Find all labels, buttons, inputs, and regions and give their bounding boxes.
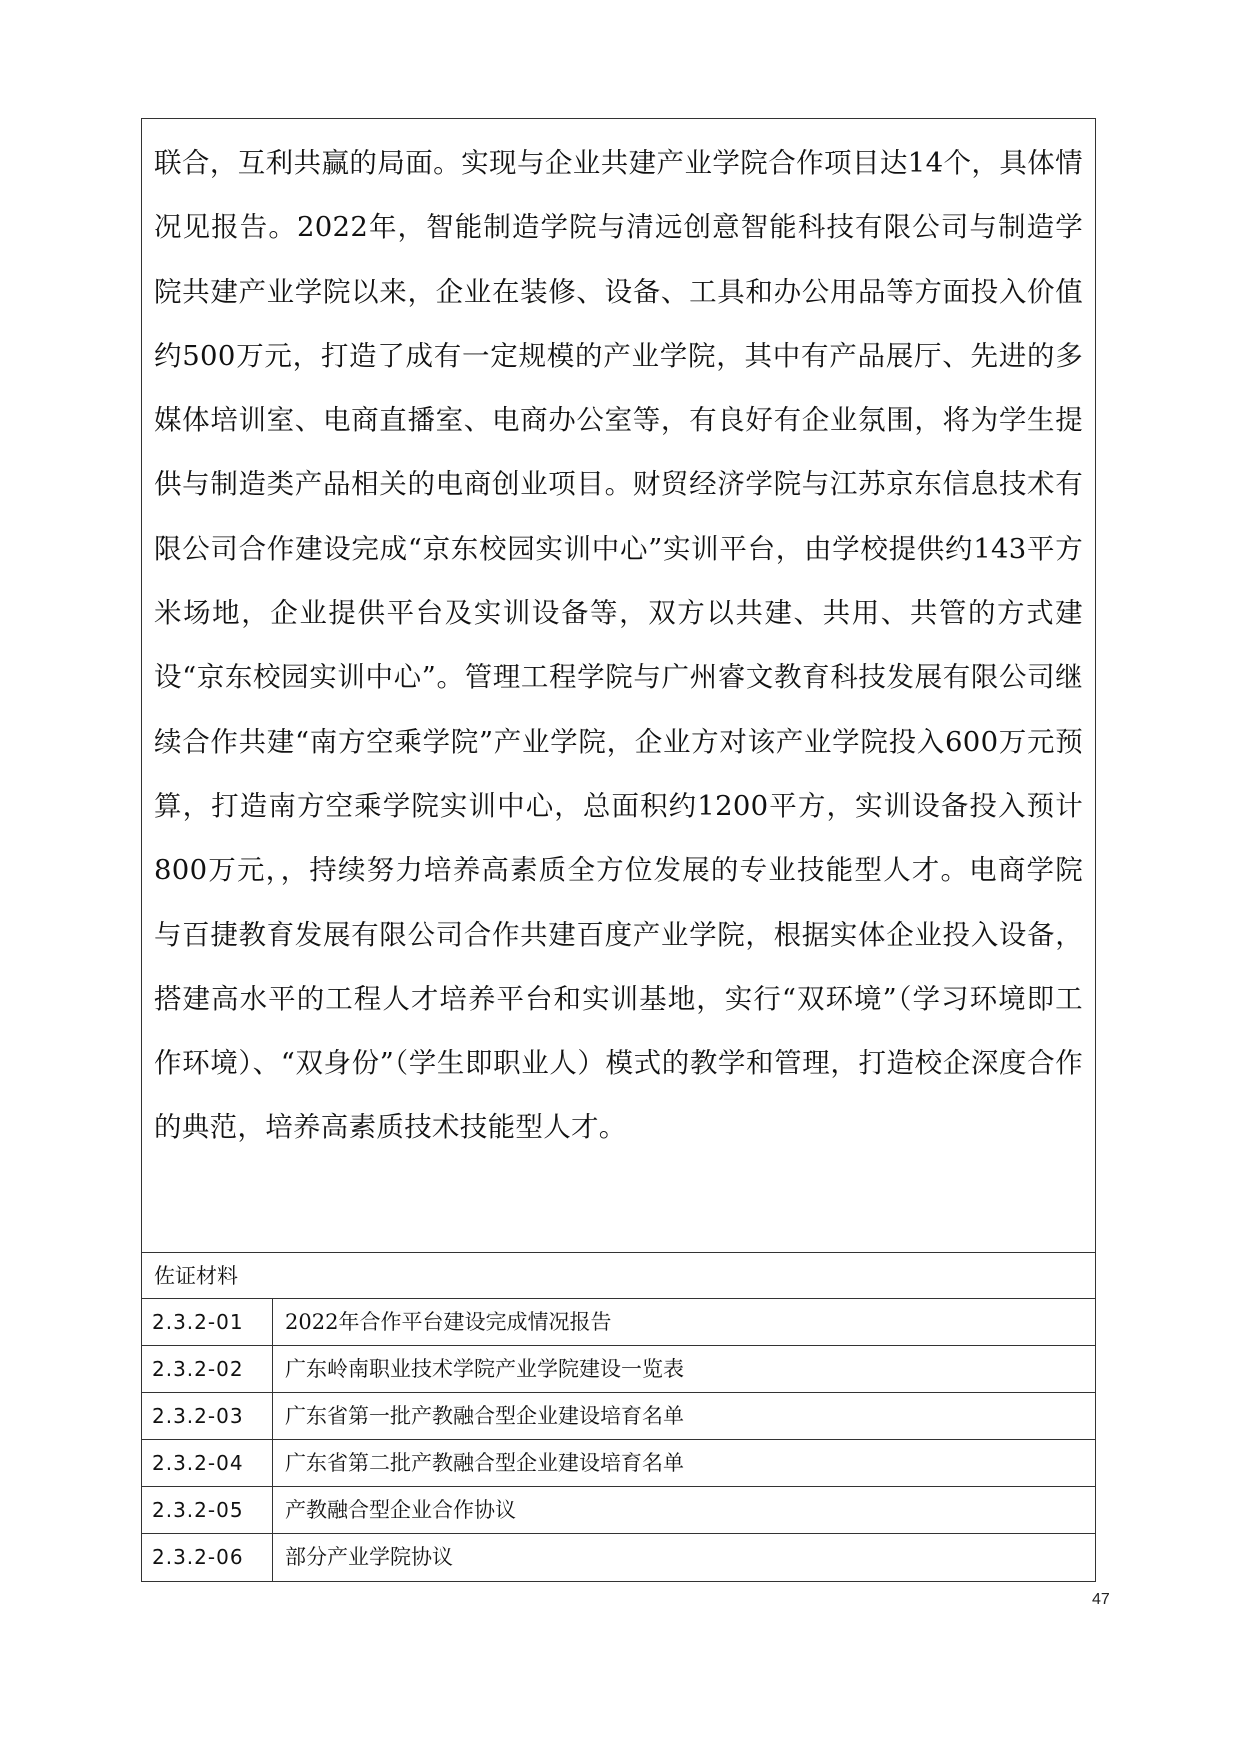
body-text-cell: [142, 119, 1095, 1253]
evidence-code: 2.3.2-01: [142, 1299, 273, 1345]
evidence-row: [142, 1487, 1095, 1534]
evidence-code: 2.3.2-05: [142, 1487, 273, 1533]
evidence-title: 广东省第二批产教融合型企业建设培育名单: [285, 1451, 684, 1475]
evidence-title: 2022年合作平台建设完成情况报告: [285, 1310, 612, 1334]
evidence-code: 2.3.2-06: [142, 1534, 273, 1581]
evidence-title: 部分产业学院协议: [285, 1545, 453, 1569]
evidence-code: 2.3.2-04: [142, 1440, 273, 1486]
evidence-header: 佐证材料: [142, 1253, 1095, 1299]
evidence-row: [142, 1346, 1095, 1393]
body-paragraph: 联合，互利共赢的局面。实现与企业共建产业学院合作项目达14个，具体情况见报告。2022年，智能制造学院与清远创意智能科技有限公司与制造学院共建产业学院以来，企业在装修、设备、工具和办公用品等方面投入价值约500万元，打造了成有一定规模的产业学院，其中有产品展厅、先进的多媒体培训室、电商直播室、电商办公室等，有良好有企业氛围，将为学生提供与制造类产品相关的电商创业项目。财贸经济学院与江苏京东信息技术有限公司合作建设完成“京东校园实训中心”实训平台，由学校提供约143平方米场地，企业提供平台及实训设备等，双方以共建、共用、共管的方式建设“京东校园实训中心”。管理工程学院与广州睿文教育科技发展有限公司继续合作共建“南方空乘学院”产业学院，企业方对该产业学院投入600万元预算，打造南方空乘学院实训中心，总面积约1200平方，实训设备投入预计800万元，，持续努力培养高素质全方位发展的专业技能型人才。电商学院与百捷教育发展有限公司合作共建百度产业学院，根据实体企业投入设备，搭建高水平的工程人才培养平台和实训基地，实行“双环境”（学习环境即工作环境）、“双身份”（学生即职业人）模式的教学和管理，打造校企深度合作的典范，培养高素质技术技能型人才。: [154, 147, 1083, 1144]
document-table: [141, 118, 1096, 1582]
evidence-row: [142, 1299, 1095, 1346]
evidence-row: [142, 1440, 1095, 1487]
evidence-title: 广东岭南职业技术学院产业学院建设一览表: [285, 1357, 684, 1381]
evidence-list: [142, 1299, 1095, 1581]
evidence-row: [142, 1393, 1095, 1440]
evidence-row: [142, 1534, 1095, 1581]
evidence-code: 2.3.2-02: [142, 1346, 273, 1392]
page-number: 47: [1092, 1591, 1110, 1608]
evidence-title: 产教融合型企业合作协议: [285, 1498, 516, 1522]
evidence-title: 广东省第一批产教融合型企业建设培育名单: [285, 1404, 684, 1428]
evidence-code: 2.3.2-03: [142, 1393, 273, 1439]
